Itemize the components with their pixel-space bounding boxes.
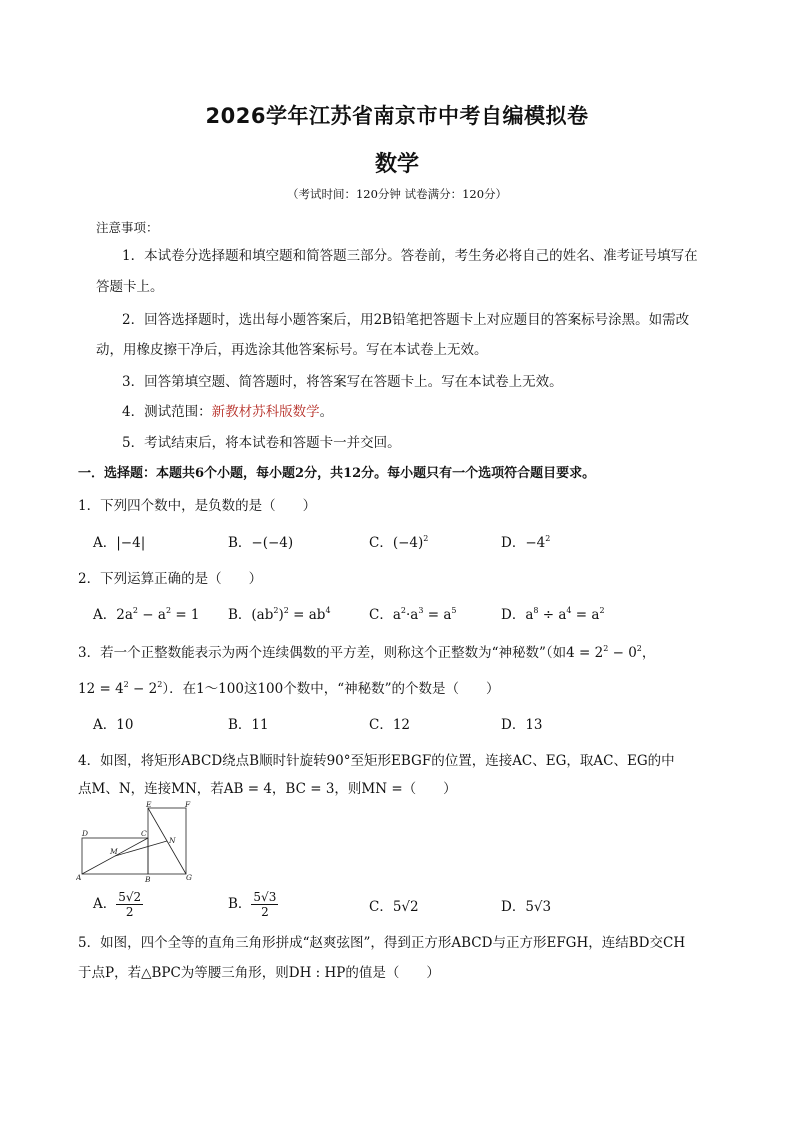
q2-d-exp: 4 bbox=[566, 606, 572, 615]
figure-label-b: B bbox=[145, 875, 151, 882]
q2-a-exp: 2 bbox=[132, 606, 138, 615]
q2-d-part: ÷ a bbox=[538, 607, 567, 623]
q1-c-exp: 2 bbox=[423, 534, 429, 543]
figure-label-f: F bbox=[185, 800, 191, 809]
question-5-line-2: 于点P，若△BPC为等腰三角形，则DH : HP的值是（ ） bbox=[78, 965, 440, 981]
q2-b-part: B．(ab bbox=[228, 607, 274, 623]
figure-label-n: N bbox=[169, 836, 176, 845]
q4-option-a bbox=[93, 890, 143, 919]
q2-c-part: = a bbox=[423, 607, 452, 623]
q2-b-part: ) bbox=[278, 607, 284, 623]
q4-b-fraction bbox=[251, 890, 278, 919]
q2-option-d bbox=[501, 606, 605, 624]
q2-a-part: = 1 bbox=[171, 607, 200, 623]
note-4-suffix: 。 bbox=[319, 404, 334, 420]
q2-d-exp: 8 bbox=[533, 606, 539, 615]
q4-a-label: A． bbox=[93, 896, 117, 912]
q3-text: − 0 bbox=[608, 645, 637, 661]
q3-text: ）．在1～100这100个数中，“神秘数”的个数是（ ） bbox=[162, 681, 500, 697]
test-scope: 新教材苏科版数学 bbox=[211, 404, 320, 420]
figure-label-a: A bbox=[76, 873, 82, 882]
question-4-line-1: 4．如图，将矩形ABCD绕点B顺时针旋转90°至矩形EBGF的位置，连接AC、EG，取AC、EG的中 bbox=[78, 753, 675, 769]
note-5: 5．考试结束后，将本试卷和答题卡一并交回。 bbox=[122, 435, 401, 451]
q2-b-exp: 2 bbox=[283, 606, 289, 615]
q3-option-a: A．10 bbox=[93, 717, 134, 733]
q4-a-numerator: 5√2 bbox=[118, 890, 142, 904]
q2-a-exp: 2 bbox=[165, 606, 172, 615]
section-1-heading: 一．选择题：本题共6个小题，每小题2分，共12分。每小题只有一个选项符合题目要求。 bbox=[78, 466, 596, 481]
q2-c-part: ·a bbox=[405, 607, 419, 623]
q2-a-part: A．2a bbox=[93, 607, 133, 623]
q3-option-c: C．12 bbox=[369, 717, 411, 733]
q2-d-part: = a bbox=[571, 607, 600, 623]
q3-text: − 2 bbox=[128, 681, 158, 697]
q4-option-b bbox=[228, 890, 278, 919]
q3-text: 12 = 4 bbox=[78, 681, 124, 697]
q2-c-exp: 5 bbox=[451, 606, 457, 615]
figure-label-m: M bbox=[110, 847, 118, 856]
question-3-line-1 bbox=[78, 644, 655, 662]
exam-title: 2026学年江苏省南京市中考自编模拟卷 bbox=[205, 104, 589, 128]
q1-option-d bbox=[501, 534, 550, 552]
note-2-line-2: 动，用橡皮擦干净后，再选涂其他答案标号。写在本试卷上无效。 bbox=[96, 342, 488, 358]
figure-label-e: E bbox=[146, 800, 152, 809]
note-4 bbox=[122, 403, 333, 421]
q4-a-fraction bbox=[116, 890, 143, 919]
q2-b-exp: 2 bbox=[273, 606, 279, 615]
question-2-stem: 2．下列运算正确的是（ ） bbox=[78, 571, 263, 587]
q3-option-d: D．13 bbox=[501, 717, 543, 733]
figure-label-d: D bbox=[82, 829, 89, 838]
q3-exp: 2 bbox=[123, 680, 129, 689]
q3-exp: 2 bbox=[603, 644, 609, 653]
q2-c-part: C．a bbox=[369, 607, 401, 623]
q4-b-label: B． bbox=[228, 896, 252, 912]
q4-option-c: C．5√2 bbox=[369, 899, 419, 915]
q4-b-numerator: 5√3 bbox=[253, 890, 277, 904]
exam-info: （考试时间：120分钟 试卷满分：120分） bbox=[286, 187, 508, 201]
question-5-line-1: 5．如图，四个全等的直角三角形拼成“赵爽弦图”，得到正方形ABCD与正方形EFGH，连结BD交CH bbox=[78, 935, 686, 951]
q2-d-part: D．a bbox=[501, 607, 534, 623]
q4-b-denominator: 2 bbox=[261, 905, 269, 919]
subject-title: 数学 bbox=[374, 152, 419, 177]
q2-c-exp: 3 bbox=[418, 606, 424, 615]
notes-heading: 注意事项： bbox=[96, 220, 159, 235]
question-3-line-2 bbox=[78, 680, 500, 698]
q3-exp: 2 bbox=[636, 644, 642, 653]
q2-b-exp: 4 bbox=[325, 606, 331, 615]
note-1-line-1: 1．本试卷分选择题和填空题和简答题三部分。答卷前，考生务必将自己的姓名、准考证号填写在 bbox=[122, 248, 698, 264]
note-4-prefix: 4．测试范围： bbox=[122, 404, 212, 420]
q2-c-exp: 2 bbox=[400, 606, 406, 615]
q2-option-b bbox=[228, 606, 331, 624]
q3-text: 3．若一个正整数能表示为两个连续偶数的平方差，则称这个正整数为“神秘数”（如4 = 2 bbox=[78, 645, 604, 661]
q1-option-c bbox=[369, 534, 428, 552]
q3-exp: 2 bbox=[157, 680, 163, 689]
q2-d-exp: 2 bbox=[599, 606, 605, 615]
q2-a-part: − a bbox=[137, 607, 166, 623]
note-1-line-2: 答题卡上。 bbox=[96, 279, 164, 295]
rectangle-rotation-figure bbox=[76, 800, 196, 882]
q2-option-c bbox=[369, 606, 456, 624]
q1-option-b: B．−(−4) bbox=[228, 535, 294, 551]
q4-a-denominator: 2 bbox=[125, 905, 134, 919]
q1-option-a: A．|−4| bbox=[93, 535, 146, 551]
q3-option-b: B．11 bbox=[228, 717, 269, 733]
question-1-stem: 1．下列四个数中，是负数的是（ ） bbox=[78, 498, 317, 514]
q3-text: ， bbox=[641, 645, 656, 661]
q1-d-base: D．−4 bbox=[501, 535, 546, 551]
question-4-line-2: 点M、N，连接MN，若AB = 4，BC = 3，则MN =（ ） bbox=[78, 781, 457, 797]
q1-d-exp: 2 bbox=[545, 534, 551, 543]
q2-b-part: = ab bbox=[288, 607, 326, 623]
figure-label-g: G bbox=[186, 873, 192, 882]
figure-label-c: C bbox=[141, 829, 147, 838]
note-3: 3．回答第填空题、简答题时，将答案写在答题卡上。写在本试卷上无效。 bbox=[122, 374, 563, 390]
q1-c-base: C．(−4) bbox=[369, 535, 424, 551]
q2-option-a bbox=[93, 606, 200, 624]
q4-option-d: D．5√3 bbox=[501, 899, 552, 915]
note-2-line-1: 2．回答选择题时，选出每小题答案后，用2B铅笔把答题卡上对应题目的答案标号涂黑。如需改 bbox=[122, 312, 690, 328]
